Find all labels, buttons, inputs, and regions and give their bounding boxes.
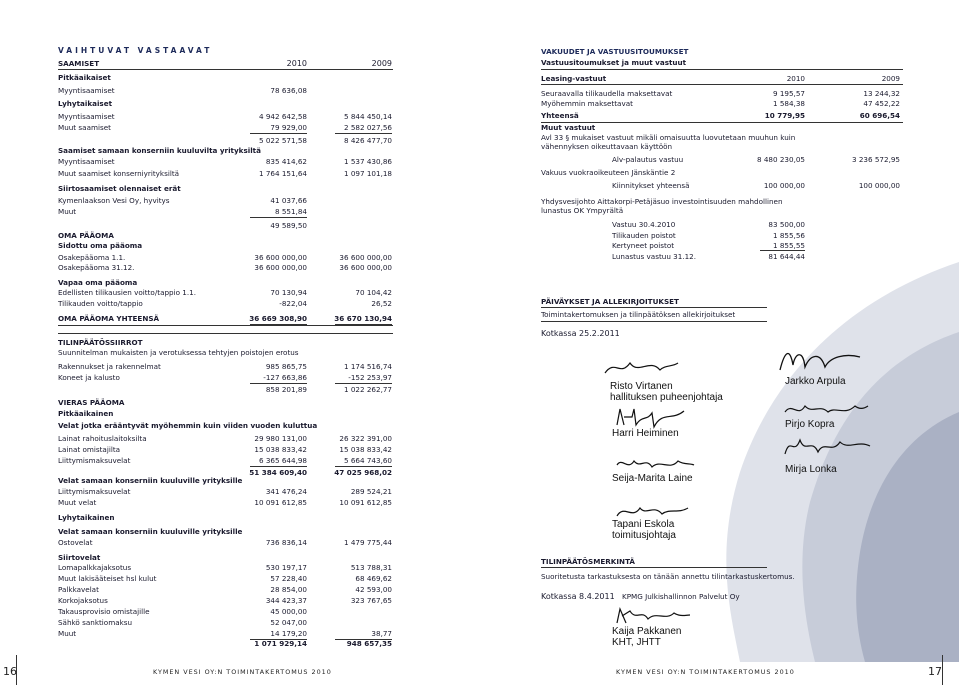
page-number-left: 16 xyxy=(3,665,17,678)
row-value-2010: 736 836,14 xyxy=(265,538,307,547)
row-label: Muut saamiset konserniyrityksiltä xyxy=(58,169,180,178)
row-value-2010: -127 663,86 xyxy=(263,373,307,382)
row-value-2010: 29 980 131,00 xyxy=(254,434,307,443)
footer-text-left: KYMEN VESI OY:N TOIMINTAKERTOMUS 2010 xyxy=(153,668,332,676)
row-label: Lainat rahoituslaitoksilta xyxy=(58,434,147,443)
leasing-row-label: Seuraavalla tilikaudella maksettavat xyxy=(541,89,673,98)
divider xyxy=(541,321,767,322)
footer-text-right: KYMEN VESI OY:N TOIMINTAKERTOMUS 2010 xyxy=(616,668,795,676)
row-value-2009: 8 426 477,70 xyxy=(343,136,392,145)
sum-underline xyxy=(335,383,392,384)
row-label: Vapaa oma pääoma xyxy=(58,278,138,287)
row-label: Suunnitelman mukaisten ja verotuksessa tehtyjen poistojen erotus xyxy=(58,348,299,357)
total-underline xyxy=(58,325,393,326)
alv-label: Alv-palautus vastuu xyxy=(612,155,684,164)
row-label: Velat samaan konserniin kuuluville yrityksille xyxy=(58,476,243,485)
row-value-2010: 344 423,37 xyxy=(265,596,307,605)
row-label: Liittymismaksuvelat xyxy=(58,456,131,465)
row-value-2009: 26,52 xyxy=(371,299,392,308)
row-value-2010: 530 197,17 xyxy=(265,563,307,572)
signer-name-2: Risto Virtanen xyxy=(610,381,673,392)
row-value-2009: 26 322 391,00 xyxy=(339,434,392,443)
row-value-2010: 8 551,84 xyxy=(274,207,307,216)
alv-2010: 8 480 230,05 xyxy=(756,155,805,164)
sum-underline xyxy=(760,250,805,251)
row-value-2010: 15 038 833,42 xyxy=(254,445,307,454)
row-value-2010: 835 414,62 xyxy=(265,157,307,166)
page-number-right: 17 xyxy=(928,665,942,678)
sum-underline xyxy=(250,383,307,384)
leasing-row-2010: 10 779,95 xyxy=(764,111,805,120)
kiinnitykset-2010: 100 000,00 xyxy=(763,181,805,190)
kiinnitykset-label: Kiinnitykset yhteensä xyxy=(612,181,690,190)
leasing-row-label: Myöhemmin maksettavat xyxy=(541,99,633,108)
row-value-2010: 341 476,24 xyxy=(265,487,307,496)
row-value-2009: 948 657,35 xyxy=(346,639,392,648)
lunastus-row-value: 1 855,55 xyxy=(772,241,805,250)
row-value-2010: 52 047,00 xyxy=(270,618,307,627)
row-label: Siirtosaamiset olennaiset erät xyxy=(58,184,181,193)
decorative-wave-graphic xyxy=(540,262,959,662)
row-value-2009: 70 104,42 xyxy=(355,288,392,297)
row-value-2010: 985 865,75 xyxy=(265,362,307,371)
saamiset-heading: SAAMISET xyxy=(58,59,100,68)
vakuus-label: Vakuus vuokraoikeuteen Jänskäntie 2 xyxy=(541,168,676,177)
yhdysvesijohto-line1: Yhdysvesijohto Aittakorpi-Petäjäsuo investointisuuden mahdollinen xyxy=(541,197,783,206)
row-label: Sähkö sanktiomaksu xyxy=(58,618,133,627)
leasing-row-2009: 60 696,54 xyxy=(859,111,900,120)
lunastus-row-label: Kertyneet poistot xyxy=(612,241,675,250)
row-value-2010: 4 942 642,58 xyxy=(258,112,307,121)
row-value-2010: 51 384 609,40 xyxy=(249,468,307,477)
sum-underline xyxy=(250,466,307,467)
row-value-2009: 36 600 000,00 xyxy=(339,263,392,272)
divider xyxy=(541,122,903,123)
row-label: Korkojaksotus xyxy=(58,596,108,605)
signer-name-7: Tapani Eskola xyxy=(612,519,675,530)
lunastus-row-label: Tilikauden poistot xyxy=(612,231,676,240)
lunastus-row-value: 81 644,44 xyxy=(768,252,805,261)
row-value-2009: 1 479 775,44 xyxy=(343,538,392,547)
auditor-title: KHT, JHTT xyxy=(612,637,661,648)
row-label: TILINPÄÄTÖSSIIRROT xyxy=(58,338,143,347)
divider xyxy=(58,69,393,70)
row-value-2010: 1 764 151,64 xyxy=(258,169,307,178)
row-label: VIERAS PÄÄOMA xyxy=(58,398,125,407)
row-label: Lyhytaikaiset xyxy=(58,99,113,108)
row-value-2010: 49 589,50 xyxy=(270,221,307,230)
paivaykset-text: Toimintakertomuksen ja tilinpäätöksen allekirjoitukset xyxy=(541,310,736,319)
row-label: Velat jotka erääntyvät myöhemmin kuin viiden vuoden kuluttua xyxy=(58,421,318,430)
divider xyxy=(541,84,903,85)
signer-name-1: Jarkko Arpula xyxy=(785,376,846,387)
divider xyxy=(541,307,767,308)
signer-name-5: Mirja Lonka xyxy=(785,464,837,475)
row-label: Pitkäaikainen xyxy=(58,409,114,418)
row-value-2009: 5 844 450,14 xyxy=(343,112,392,121)
lunastus-row-label: Vastuu 30.4.2010 xyxy=(612,220,676,229)
lunastus-row-label: Lunastus vastuu 31.12. xyxy=(612,252,697,261)
row-value-2010: 6 365 644,98 xyxy=(258,456,307,465)
row-label: Palkkavelat xyxy=(58,585,99,594)
row-value-2010: 858 201,89 xyxy=(265,385,307,394)
leasing-heading: Leasing-vastuut xyxy=(541,74,607,83)
row-value-2010: 36 600 000,00 xyxy=(254,253,307,262)
row-value-2009: 10 091 612,85 xyxy=(339,498,392,507)
yhdysvesijohto-line2: lunastus OK Ympyrältä xyxy=(541,206,624,215)
leasing-row-2009: 13 244,32 xyxy=(863,89,900,98)
alv-description-line1: Avl 33 § mukaiset vastuut mikäli omaisuutta luovutetaan muuhun kuin xyxy=(541,133,796,142)
sum-underline xyxy=(335,466,392,467)
row-value-2009: 42 593,00 xyxy=(355,585,392,594)
divider xyxy=(541,567,767,568)
alv-2009: 3 236 572,95 xyxy=(851,155,900,164)
divider xyxy=(541,69,903,70)
row-label: Takausprovisio omistajille xyxy=(58,607,150,616)
row-label: Muut xyxy=(58,629,77,638)
footer-bar-left xyxy=(0,662,959,693)
row-label: Lainat omistajilta xyxy=(58,445,121,454)
row-value-2010: 10 091 612,85 xyxy=(254,498,307,507)
row-value-2010: 5 022 571,58 xyxy=(258,136,307,145)
merkinta-heading: TILINPÄÄTÖSMERKINTÄ xyxy=(541,557,635,566)
vastuusitoumukset-subheading: Vastuusitoumukset ja muut vastuut xyxy=(541,58,687,67)
row-value-2010: 36 600 000,00 xyxy=(254,263,307,272)
signer-name-6: Seija-Marita Laine xyxy=(612,473,693,484)
sum-underline xyxy=(250,133,307,134)
row-label: Rakennukset ja rakennelmat xyxy=(58,362,161,371)
row-value-2010: 41 037,66 xyxy=(270,196,307,205)
row-value-2009: 36 600 000,00 xyxy=(339,253,392,262)
sum-underline xyxy=(250,217,307,218)
row-label: Pitkäaikaiset xyxy=(58,73,111,82)
row-label: Muut xyxy=(58,207,77,216)
row-label: OMA PÄÄOMA xyxy=(58,231,114,240)
row-value-2010: 36 669 308,90 xyxy=(249,314,307,323)
kpmg-company: KPMG Julkishallinnon Palvelut Oy xyxy=(622,592,740,601)
row-value-2009: 36 670 130,94 xyxy=(334,314,392,323)
row-label: Muut lakisääteiset hsl kulut xyxy=(58,574,157,583)
lunastus-row-value: 83 500,00 xyxy=(768,220,805,229)
row-label: Kymenlaakson Vesi Oy, hyvitys xyxy=(58,196,170,205)
signature-seija-marita-laine xyxy=(612,453,697,475)
leasing-row-2010: 9 195,57 xyxy=(772,89,805,98)
row-label: Myyntisaamiset xyxy=(58,157,115,166)
signature-kaija-pakkanen xyxy=(612,605,692,627)
year-2009-left: 2009 xyxy=(371,59,392,68)
auditor-name: Kaija Pakkanen xyxy=(612,626,682,637)
row-value-2009: 513 788,31 xyxy=(350,563,392,572)
row-label: Myyntisaamiset xyxy=(58,86,115,95)
row-label: Lyhytaikainen xyxy=(58,513,115,522)
row-value-2010: 79 929,00 xyxy=(270,123,307,132)
row-value-2009: 68 469,62 xyxy=(355,574,392,583)
signature-mirja-lonka xyxy=(780,432,875,460)
row-label: OMA PÄÄOMA YHTEENSÄ xyxy=(58,314,160,323)
sum-underline xyxy=(335,133,392,134)
vakuudet-heading: VAKUUDET JA VASTUUSITOUMUKSET xyxy=(541,47,689,56)
divider xyxy=(58,333,393,334)
row-label: Koneet ja kalusto xyxy=(58,373,120,382)
alv-description-line2: vähennyksen oikeuttavaan käyttöön xyxy=(541,142,673,151)
row-value-2009: -152 253,97 xyxy=(348,373,392,382)
year-2009-right: 2009 xyxy=(881,74,900,83)
year-2010-left: 2010 xyxy=(286,59,307,68)
row-value-2009: 15 038 833,42 xyxy=(339,445,392,454)
row-value-2010: 14 179,20 xyxy=(270,629,307,638)
leasing-row-2009: 47 452,22 xyxy=(863,99,900,108)
row-value-2010: 78 636,08 xyxy=(270,86,307,95)
paivaykset-heading: PÄIVÄYKSET JA ALLEKIRJOITUKSET xyxy=(541,297,679,306)
lunastus-row-value: 1 855,56 xyxy=(772,231,805,240)
kotka-date-1: Kotkassa 25.2.2011 xyxy=(541,329,620,338)
row-label: Siirtovelat xyxy=(58,553,101,562)
leasing-row-2010: 1 584,38 xyxy=(772,99,805,108)
row-label: Velat samaan konserniin kuuluville yrityksille xyxy=(58,527,243,536)
row-value-2010: 1 071 929,14 xyxy=(254,639,307,648)
row-label: Saamiset samaan konserniin kuuluvilta yrityksiltä xyxy=(58,146,261,155)
row-label: Ostovelat xyxy=(58,538,93,547)
muut-vastuut-heading: Muut vastuut xyxy=(541,123,596,132)
row-value-2010: 57 228,40 xyxy=(270,574,307,583)
kiinnitykset-2009: 100 000,00 xyxy=(858,181,900,190)
row-value-2009: 1 174 516,74 xyxy=(343,362,392,371)
row-label: Tilikauden voitto/tappio xyxy=(58,299,143,308)
row-value-2010: 70 130,94 xyxy=(270,288,307,297)
row-label: Edellisten tilikausien voitto/tappio 1.1. xyxy=(58,288,196,297)
row-value-2009: 5 664 743,60 xyxy=(343,456,392,465)
signer-title-2: hallituksen puheenjohtaja xyxy=(610,392,723,403)
signature-risto-virtanen xyxy=(600,355,680,380)
row-value-2009: 1 097 101,18 xyxy=(343,169,392,178)
row-value-2010: -822,04 xyxy=(279,299,307,308)
row-label: Osakepääoma 1.1. xyxy=(58,253,126,262)
signature-harri-heiminen xyxy=(612,405,692,430)
row-value-2010: 28 854,00 xyxy=(270,585,307,594)
row-label: Lomapalkkajaksotus xyxy=(58,563,132,572)
kotka-date-2: Kotkassa 8.4.2011 xyxy=(541,592,615,601)
row-label: Muut saamiset xyxy=(58,123,111,132)
row-value-2009: 289 524,21 xyxy=(350,487,392,496)
row-label: Liittymismaksuvelat xyxy=(58,487,131,496)
row-label: Osakepääoma 31.12. xyxy=(58,263,135,272)
row-label: Sidottu oma pääoma xyxy=(58,241,143,250)
row-value-2009: 323 767,65 xyxy=(350,596,392,605)
merkinta-text: Suoritetusta tarkastuksesta on tänään annettu tilintarkastuskertomus. xyxy=(541,572,795,581)
row-label: Muut velat xyxy=(58,498,97,507)
year-2010-right: 2010 xyxy=(786,74,805,83)
row-value-2009: 38,77 xyxy=(371,629,392,638)
row-value-2009: 2 582 027,56 xyxy=(343,123,392,132)
row-value-2009: 1 537 430,86 xyxy=(343,157,392,166)
signature-jarkko-arpula xyxy=(775,345,865,375)
row-label: Myyntisaamiset xyxy=(58,112,115,121)
row-value-2010: 45 000,00 xyxy=(270,607,307,616)
row-value-2009: 47 025 968,02 xyxy=(334,468,392,477)
signer-name-3: Pirjo Kopra xyxy=(785,419,835,430)
footer-divider-right xyxy=(942,655,943,685)
row-value-2009: 1 022 262,77 xyxy=(343,385,392,394)
leasing-row-label: Yhteensä xyxy=(541,111,579,120)
signer-title-7: toimitusjohtaja xyxy=(612,530,676,541)
signer-name-4: Harri Heiminen xyxy=(612,428,679,439)
vaihtuvat-vastaavat-heading: VAIHTUVAT VASTAAVAT xyxy=(58,46,213,55)
